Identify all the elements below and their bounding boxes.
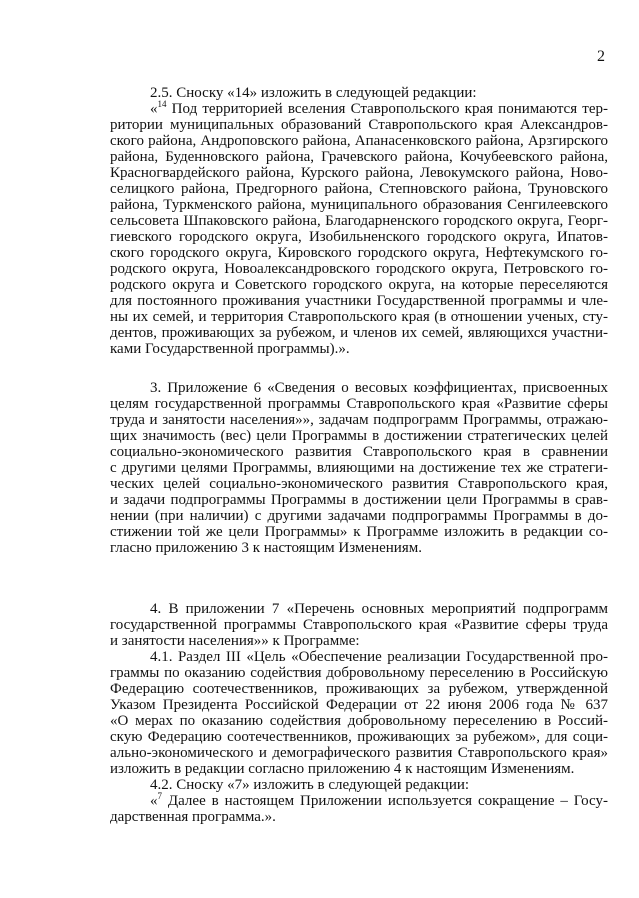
text-line: ально-экономического и демографического развития Ставропольского края» [110, 745, 608, 761]
text-line: ского городского округа, Кировского городского округа, Нефтекумского го- [110, 245, 608, 261]
text-line: щих значимость (вес) цели Программы в достижении стратегических целей [110, 428, 608, 444]
text-line: 2.5. Сноску «14» изложить в следующей редакции: [150, 85, 477, 101]
page-number: 2 [597, 48, 605, 65]
text-line: стижении той же цели Программы» к Программе изложить в редакции со- [110, 524, 608, 540]
text-line: труда и занятости населения»», задачам подпрограмм Программы, отражаю- [110, 412, 608, 428]
text-line: Федерацию соотечественников, проживающих за рубежом, утвержденной [110, 681, 608, 697]
text-line: социально-экономического развития Ставропольского края в сравнении [110, 444, 608, 460]
text-line: гиевского городского округа, Изобильненского городского округа, Ипатов- [110, 229, 608, 245]
text-line: 3. Приложение 6 «Сведения о весовых коэффициентах, присвоенных [150, 380, 608, 396]
text-line: скую Федерацию соотечественников, проживающих за рубежом», для соци- [110, 729, 608, 745]
text-line: граммы по оказанию содействия добровольному переселению в Российскую [110, 665, 608, 681]
text-line: района, Буденновского района, Грачевского района, Кочубеевского района, [110, 149, 608, 165]
text-line: 4. В приложении 7 «Перечень основных мероприятий подпрограмм [150, 601, 608, 617]
text-line: государственной программы Ставропольского края «Развитие сферы труда [110, 617, 608, 633]
text-line: дентов, проживающих за рубежом, и членов их семей, являющихся участни- [110, 325, 608, 341]
footnote-marker: 14 [157, 99, 167, 109]
text-line: для постоянного проживания участники Государственной программы и чле- [110, 293, 608, 309]
text-line: района, Туркменского района, муниципального образования Сенгилеевского [110, 197, 608, 213]
text-line: сельсовета Шпаковского района, Благодарненского городского округа, Георг- [110, 213, 608, 229]
text-line: изложить в редакции согласно приложению 4 к настоящим Изменениям. [110, 761, 575, 777]
text-line: дарственная программа.». [110, 809, 276, 825]
text-line: 4.2. Сноску «7» изложить в следующей редакции: [150, 777, 470, 793]
text-line: «$^7$ Далее в настоящем Приложении используется сокращение – Госу- [150, 791, 608, 809]
text-line: 4.1. Раздел III «Цель «Обеспечение реализации Государственной про- [150, 649, 608, 665]
text-line: «$^{14}$ Под территорией вселения Ставропольского края понимаются тер- [150, 99, 608, 117]
text-line: ны их семей, и территория Ставропольского края (в отношении ученых, сту- [110, 309, 608, 325]
text-line: и задачи подпрограммы Программы в достижении цели Программы в срав- [110, 492, 608, 508]
text-line: родского округа, Новоалександровского городского округа, Петровского го- [110, 261, 608, 277]
text-line: с другими целями Программы, влияющими на достижение тех же стратеги- [110, 460, 608, 476]
text-line: и занятости населения»» к Программе: [110, 633, 360, 649]
text-line: целям государственной программы Ставропольского края «Развитие сферы [110, 396, 608, 412]
text-line: родского округа и Советского городского округа, на которые переселяются [110, 277, 608, 293]
text-line: Указом Президента Российской Федерации от 22 июня 2006 года № 637 [110, 697, 608, 713]
text-line: «О мерах по оказанию содействия добровольному переселению в Россий- [110, 713, 608, 729]
text-line: селицкого района, Предгорного района, Степновского района, Труновского [110, 181, 608, 197]
text-line: ческих целей социально-экономического развития Ставропольского края, [110, 476, 608, 492]
text-line: нении (при наличии) с другими задачами подпрограммы Программы в до- [110, 508, 608, 524]
text-line: ритории муниципальных образований Ставропольского края Александров- [110, 117, 608, 133]
text-line: гласно приложению 3 к настоящим Изменениям. [110, 540, 422, 556]
text-line: ками Государственной программы).». [110, 341, 350, 357]
footnote-marker: 7 [157, 791, 162, 801]
text-line: ского района, Андроповского района, Апанасенковского района, Арзгирского [110, 133, 608, 149]
text-line: Красногвардейского района, Курского района, Левокумского района, Ново- [110, 165, 608, 181]
